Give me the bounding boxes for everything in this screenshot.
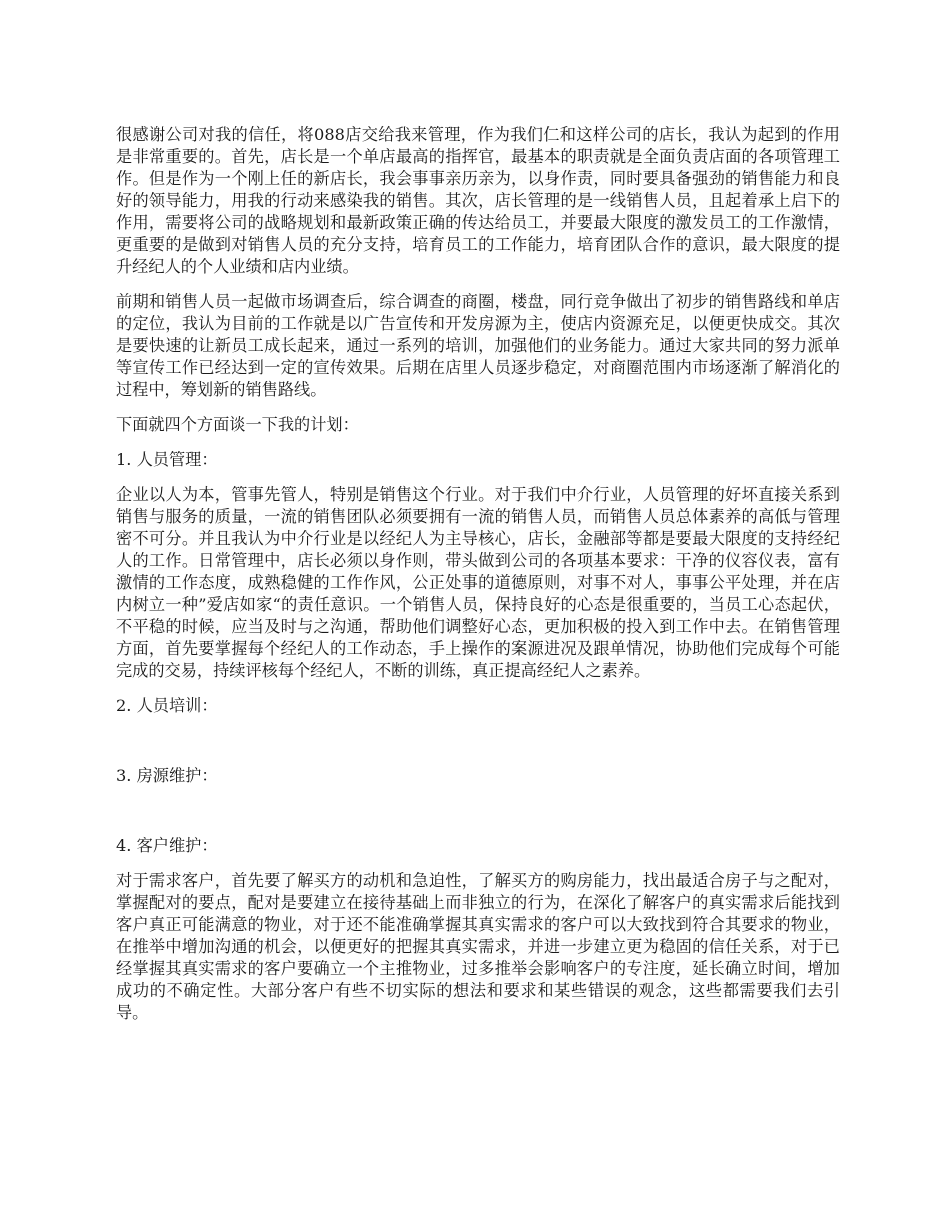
paragraph-staff-management: 企业以人为本，管事先管人，特别是销售这个行业。对于我们中介行业，人员管理的好坏直接关系到销售与服务的质量，一流的销售团队必须要拥有一流的销售人员，而销售人员总体素养的高低与管理密不可分。并且我认为中介行业是以经纪人为主导核心，店长，金融部等都是要最大限度的支持经纪人的工作。日常管理中，店长必须以身作则，带头做到公司的各项基本要求：干净的仪容仪表，富有激情的工作态度，成熟稳健的工作作风，公正处事的道德原则，对事不对人，事事公平处理，并在店内树立一种”爱店如家“的责任意识。一个销售人员，保持良好的心态是很重要的，当员工心态起伏，不平稳的时候，应当及时与之沟通，帮助他们调整好心态，更加积极的投入到工作中去。在销售管理方面，首先要掌握每个经纪人的工作动态，手上操作的案源进况及跟单情况，协助他们完成每个可能完成的交易，持续评核每个经纪人，不断的训练，真正提高经纪人之素养。 xyxy=(116,485,840,680)
section-heading-listing-maintenance: 3. 房源维护： xyxy=(116,766,218,785)
section-heading-staff-training: 2. 人员培训： xyxy=(116,696,218,715)
document-body xyxy=(116,124,840,1037)
paragraph-market-research: 前期和销售人员一起做市场调查后，综合调查的商圈，楼盘，同行竞争做出了初步的销售路线和单店的定位，我认为目前的工作就是以广告宣传和开发房源为主，使店内资源充足，以便更快成交。其次是要快速的让新员工成长起来，通过一系列的培训，加强他们的业务能力。通过大家共同的努力派单等宣传工作已经达到一定的宣传效果。后期在店里人员逐步稳定，对商圈范围内市场逐渐了解消化的过程中，筹划新的销售路线。 xyxy=(116,292,840,399)
section-heading-staff-management: 1. 人员管理： xyxy=(116,450,218,469)
paragraph-plan-intro: 下面就四个方面谈一下我的计划： xyxy=(116,415,359,434)
paragraph-intro: 很感谢公司对我的信任，将088店交给我来管理，作为我们仁和这样公司的店长，我认为起到的作用是非常重要的。首先，店长是一个单店最高的指挥官，最基本的职责就是全面负责店面的各项管理工作。但是作为一个刚上任的新店长，我会事事亲历亲为，以身作责，同时要具备强劲的销售能力和良好的领导能力，用我的行动来感染我的销售。其次，店长管理的是一线销售人员，且起着承上启下的作用，需要将公司的战略规划和最新政策正确的传达给员工，并要最大限度的激发员工的工作激情，更重要的是做到对销售人员的充分支持，培育员工的工作能力，培育团队合作的意识，最大限度的提升经纪人的个人业绩和店内业绩。 xyxy=(116,125,840,276)
section-heading-client-maintenance: 4. 客户维护： xyxy=(116,836,218,855)
paragraph-client-maintenance: 对于需求客户，首先要了解买方的动机和急迫性，了解买方的购房能力，找出最适合房子与之配对，掌握配对的要点，配对是要建立在接待基础上而非独立的行为，在深化了解客户的真实需求后能找到客户真正可能满意的物业，对于还不能准确掌握其真实需求的客户可以大致找到符合其要求的物业，在推举中增加沟通的机会，以便更好的把握其真实需求，并进一步建立更为稳固的信任关系，对于已经掌握其真实需求的客户要确立一个主推物业，过多推举会影响客户的专注度，延长确立时间，增加成功的不确定性。大部分客户有些不切实际的想法和要求和某些错误的观念，这些都需要我们去引导。 xyxy=(116,871,840,1022)
